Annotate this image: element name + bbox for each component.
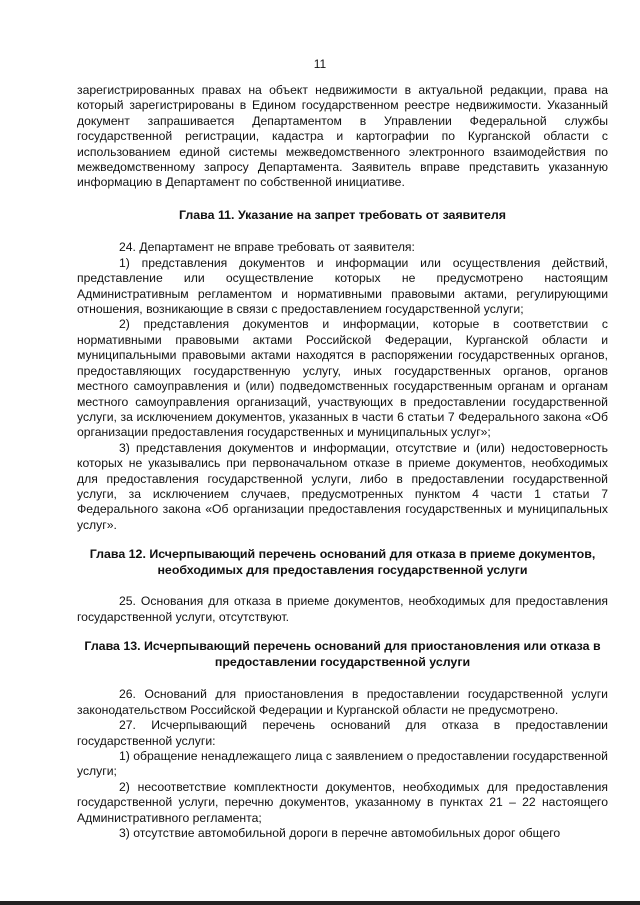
paragraph-24-item-1: 1) представления документов и информации или осуществления действий, представление или осуществление которых не предусмотрено настоящим Административным регламентом и нормативными правовыми актами, регулирующими отношения, возникающие в связи с предоставлением государственной услуги; — [77, 255, 608, 317]
paragraph-26: 26. Оснований для приостановления в предоставлении государственной услуги законодательством Российской Федерации и Курганской области не предусмотрено. — [77, 687, 608, 717]
paragraph-intro: зарегистрированных правах на объект недвижимости в актуальной редакции, права на который зарегистрированы в Едином государственном реестре недвижимости. Указанный документ запрашивается Департаментом в Управлении Федеральной службы государственной регистрации, кадастра и картографии по Курганской области с использованием единой системы межведомственного электронного взаимодействия по межведомственному запросу Департамента. Заявитель вправе представить указанную информацию в Департамент по собственной инициативе. — [77, 83, 608, 190]
paragraph-25: 25. Основания для отказа в приеме документов, необходимых для предоставления государственной услуги, отсутствуют. — [77, 594, 608, 624]
chapter-12-heading: Глава 12. Исчерпывающий перечень оснований для отказа в приеме документов, необходимых для предоставления государственной услуги — [89, 547, 596, 577]
paragraph-24: 24. Департамент не вправе требовать от заявителя: — [119, 240, 415, 255]
chapter-11-heading: Глава 11. Указание на запрет требовать от заявителя — [179, 207, 506, 222]
page-number: 11 — [313, 57, 327, 71]
chapter-13-heading: Глава 13. Исчерпывающий перечень оснований для приостановления или отказа в предоставлении государственной услуги — [84, 639, 601, 669]
paragraph-27-item-3: 3) отсутствие автомобильной дороги в перечне автомобильных дорог общего — [119, 826, 561, 840]
paragraph-24-item-2: 2) представления документов и информации, которые в соответствии с нормативными правовыми актами Российской Федерации, Курганской области и муниципальными правовыми актами находятся в распоряжении государственных органов, предоставляющих государственную услугу, иных государственных органов, органов местного самоуправления и (или) подведомственных государственным органам и органам местного самоуправления организаций, участвующих в предоставлении государственной услуги, за исключением документов, указанных в части 6 статьи 7 Федерального закона «Об организации предоставления государственных и муниципальных услуг»; — [77, 317, 608, 440]
paragraph-27-item-1: 1) обращение ненадлежащего лица с заявлением о предоставлении государственной услуги; — [77, 748, 608, 779]
document-body — [77, 83, 608, 841]
scan-bottom-edge — [0, 901, 640, 905]
paragraph-27-item-2: 2) несоответствие комплектности документов, необходимых для предоставления государственной услуги, перечню документов, указанному в пунктах 21 – 22 настоящего Административного регламента; — [77, 779, 608, 825]
paragraph-24-item-3: 3) представления документов и информации, отсутствие и (или) недостоверность которых не указывались при первоначальном отказе в приеме документов, необходимых для предоставления государственной услуги, либо в предоставлении государственной услуги, за исключением случаев, предусмотренных пунктом 4 части 1 статьи 7 Федерального закона «Об организации предоставления государственных и муниципальных услуг». — [77, 440, 608, 532]
paragraph-27: 27. Исчерпывающий перечень оснований для отказа в предоставлении государственной услуги: — [77, 718, 608, 748]
